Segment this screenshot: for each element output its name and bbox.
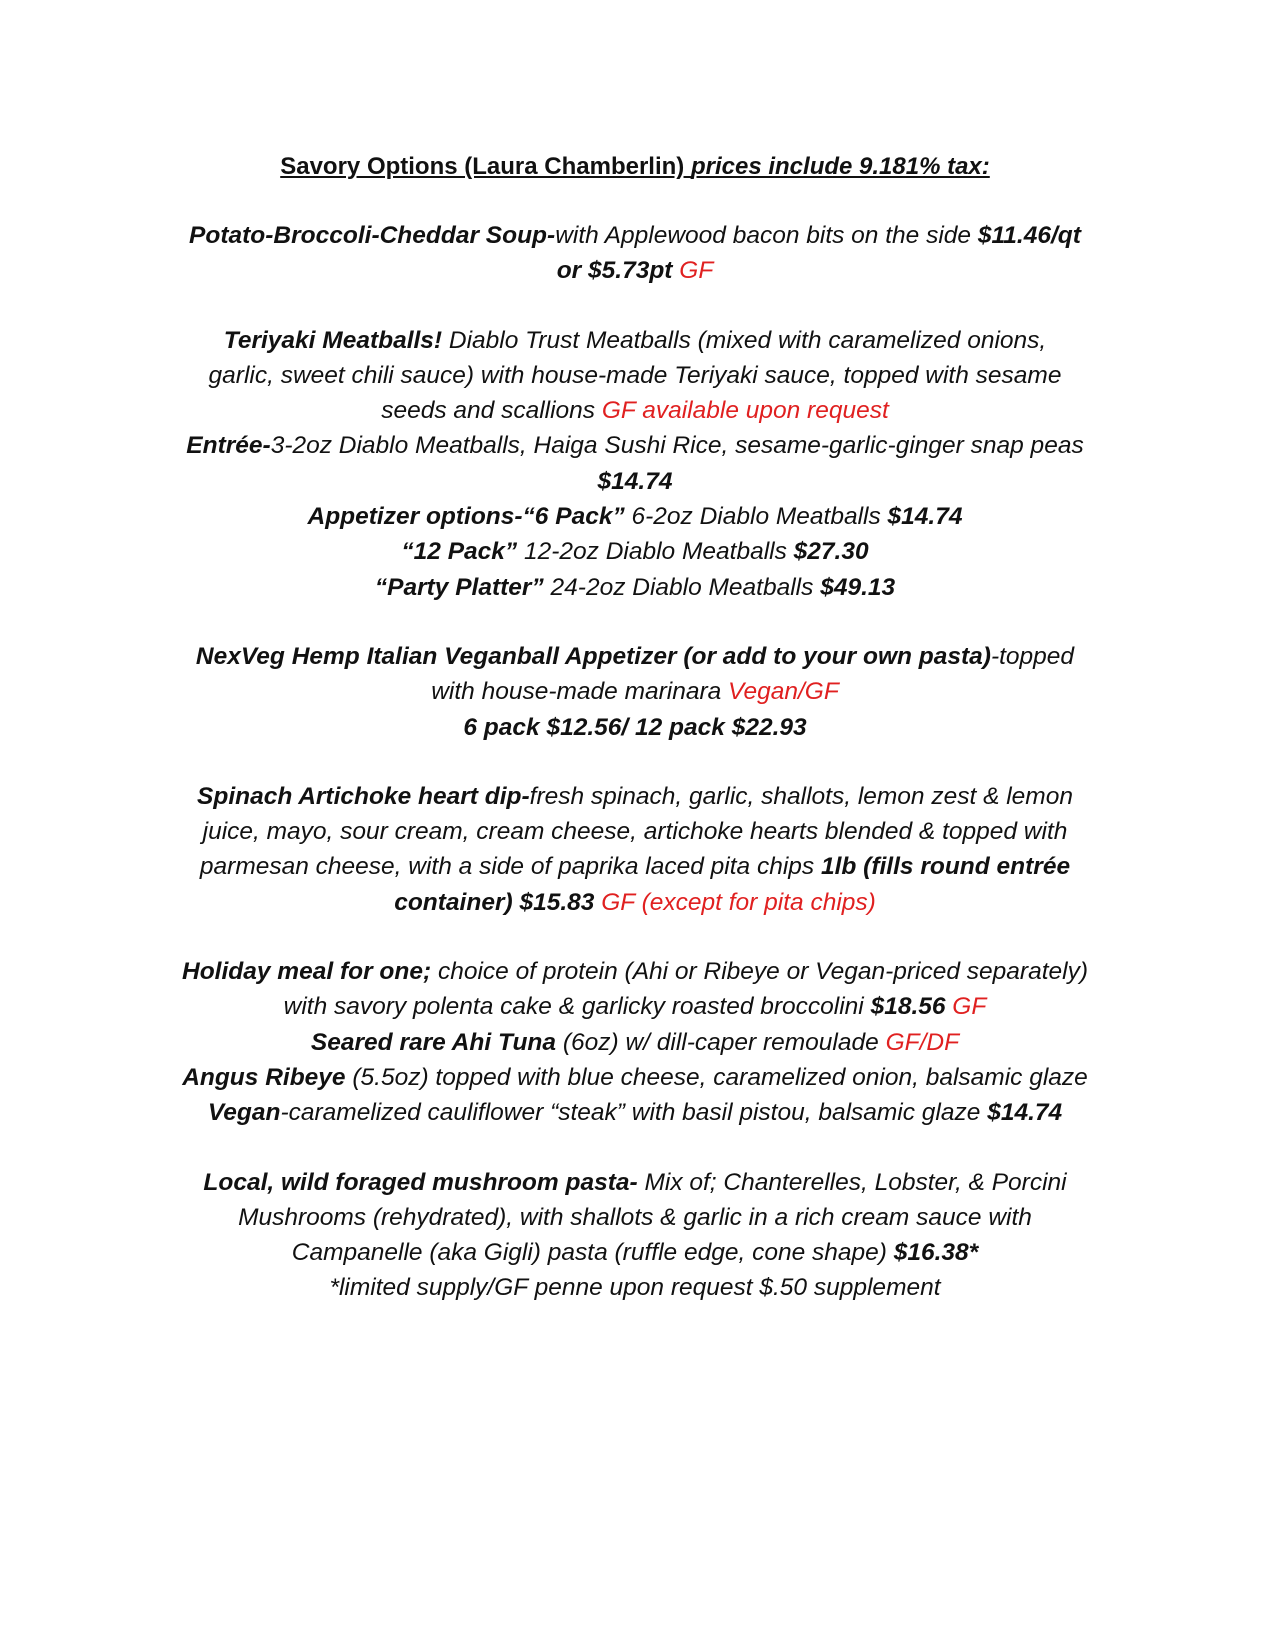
pasta-note: *limited supply/GF penne upon request $.50 supplement <box>329 1274 941 1302</box>
pasta-price: $16.38* <box>893 1239 979 1267</box>
meatballs-twelve-pack-line <box>130 534 1140 569</box>
dip-desc-2: juice, mayo, sour cream, cream cheese, artichoke hearts blended & topped with <box>202 818 1068 846</box>
entree-desc: 3-2oz Diablo Meatballs, Haiga Sushi Rice, sesame-garlic-ginger snap peas <box>270 432 1084 460</box>
soup-line-1 <box>130 218 1140 253</box>
meatballs-entree-line <box>130 428 1140 463</box>
pasta-line-2 <box>130 1200 1140 1235</box>
soup-price-qt: $11.46/qt <box>977 222 1081 249</box>
dip-size-a: 1lb (fills round entrée <box>820 853 1071 881</box>
pasta-line-4 <box>130 1270 1140 1305</box>
menu-item-meatballs <box>130 323 1140 605</box>
pasta-line-3 <box>130 1235 1140 1270</box>
holiday-desc-1: choice of protein (Ahi or Ribeye or Vegan-priced separately) <box>431 958 1088 986</box>
meatballs-entree-price-line <box>130 464 1140 499</box>
dip-desc-3: parmesan cheese, with a side of paprika laced pita chips <box>199 853 821 881</box>
ribeye-name: Angus Ribeye <box>182 1063 346 1091</box>
pasta-desc-3: Campanelle (aka Gigli) pasta (ruffle edge, cone shape) <box>291 1239 894 1267</box>
entree-price: $14.74 <box>597 467 673 495</box>
vegan-desc: -caramelized cauliflower “steak” with basil pistou, balsamic glaze <box>280 1099 988 1127</box>
veganball-desc-2: with house-made marinara <box>431 678 729 706</box>
veganball-line-3 <box>130 710 1140 745</box>
ribeye-desc: (5.5oz) topped with blue cheese, caramelized onion, balsamic glaze <box>345 1063 1088 1091</box>
platter-label: “Party Platter” <box>374 573 544 601</box>
meatballs-desc-1: Diablo Trust Meatballs (mixed with caramelized onions, <box>442 326 1047 354</box>
veganball-name: NexVeg Hemp Italian Veganball Appetizer (or add to your own pasta) <box>195 642 991 670</box>
dip-tag: GF (except for pita chips) <box>594 888 876 916</box>
meatballs-line-1 <box>130 323 1140 358</box>
six-pack-price: $14.74 <box>887 503 963 531</box>
twelve-pack-desc: 12-2oz Diablo Meatballs <box>517 538 794 566</box>
soup-desc: with Applewood bacon bits on the side <box>555 222 978 249</box>
ahi-tag: GF/DF <box>885 1028 960 1056</box>
soup-price-pt: or $5.73pt <box>556 257 673 285</box>
platter-price: $49.13 <box>820 573 896 601</box>
veganball-tag: Vegan/GF <box>728 678 839 706</box>
meatballs-desc-3: seeds and scallions <box>381 397 602 425</box>
menu-page <box>130 150 1140 1340</box>
twelve-pack-label: “12 Pack” <box>401 538 518 566</box>
dip-name: Spinach Artichoke heart dip- <box>197 782 530 810</box>
ahi-name: Seared rare Ahi Tuna <box>310 1028 557 1056</box>
vegan-name: Vegan <box>207 1099 281 1127</box>
holiday-desc-2: with savory polenta cake & garlicky roasted broccolini <box>283 993 871 1021</box>
title-text: Savory Options (Laura Chamberlin) <box>280 153 691 180</box>
pasta-desc-2: Mushrooms (rehydrated), with shallots & garlic in a rich cream sauce with <box>238 1203 1032 1231</box>
appetizer-label: Appetizer options-“6 Pack” <box>307 503 625 531</box>
platter-desc: 24-2oz Diablo Meatballs <box>543 573 821 601</box>
page-title <box>130 150 1140 184</box>
veganball-prices: 6 pack $12.56/ 12 pack $22.93 <box>463 713 807 741</box>
entree-label: Entrée- <box>186 432 271 460</box>
soup-line-2 <box>130 253 1140 288</box>
holiday-name: Holiday meal for one; <box>182 958 432 986</box>
soup-name: Potato-Broccoli-Cheddar Soup- <box>189 222 556 249</box>
pasta-name: Local, wild foraged mushroom pasta- <box>203 1168 638 1196</box>
six-pack-desc: 6-2oz Diablo Meatballs <box>624 503 888 531</box>
veganball-desc-1: -topped <box>990 642 1075 670</box>
holiday-ahi-line <box>130 1025 1140 1060</box>
meatballs-platter-line <box>130 570 1140 605</box>
vegan-price: $14.74 <box>987 1099 1063 1127</box>
holiday-ribeye-line <box>130 1060 1140 1095</box>
ahi-desc: (6oz) w/ dill-caper remoulade <box>556 1028 886 1056</box>
dip-line-4 <box>130 885 1140 920</box>
meatballs-line-2 <box>130 358 1140 393</box>
menu-item-holiday <box>130 954 1140 1130</box>
dip-line-1 <box>130 779 1140 814</box>
menu-item-dip <box>130 779 1140 920</box>
veganball-line-2 <box>130 674 1140 709</box>
dip-desc-1: fresh spinach, garlic, shallots, lemon zest & lemon <box>529 782 1073 810</box>
holiday-line-1 <box>130 954 1140 989</box>
soup-tag: GF <box>679 257 714 285</box>
meatballs-tag: GF available upon request <box>601 397 889 425</box>
veganball-line-1 <box>130 639 1140 674</box>
holiday-tag: GF <box>945 993 987 1021</box>
holiday-line-2 <box>130 989 1140 1024</box>
pasta-line-1 <box>130 1165 1140 1200</box>
dip-line-3 <box>130 849 1140 884</box>
holiday-price: $18.56 <box>870 993 946 1021</box>
dip-line-2 <box>130 814 1140 849</box>
meatballs-name: Teriyaki Meatballs! <box>223 326 443 354</box>
menu-item-pasta <box>130 1165 1140 1306</box>
meatballs-line-3 <box>130 393 1140 428</box>
menu-item-veganball <box>130 639 1140 745</box>
meatballs-desc-2: garlic, sweet chili sauce) with house-made Teriyaki sauce, topped with sesame <box>208 361 1062 389</box>
twelve-pack-price: $27.30 <box>793 538 869 566</box>
tax-note: prices include 9.181% tax: <box>690 153 990 180</box>
pasta-desc-1: Mix of; Chanterelles, Lobster, & Porcini <box>637 1168 1067 1196</box>
holiday-vegan-line <box>130 1095 1140 1130</box>
meatballs-six-pack-line <box>130 499 1140 534</box>
dip-size-b: container) $15.83 <box>394 888 595 916</box>
menu-item-soup <box>130 218 1140 289</box>
